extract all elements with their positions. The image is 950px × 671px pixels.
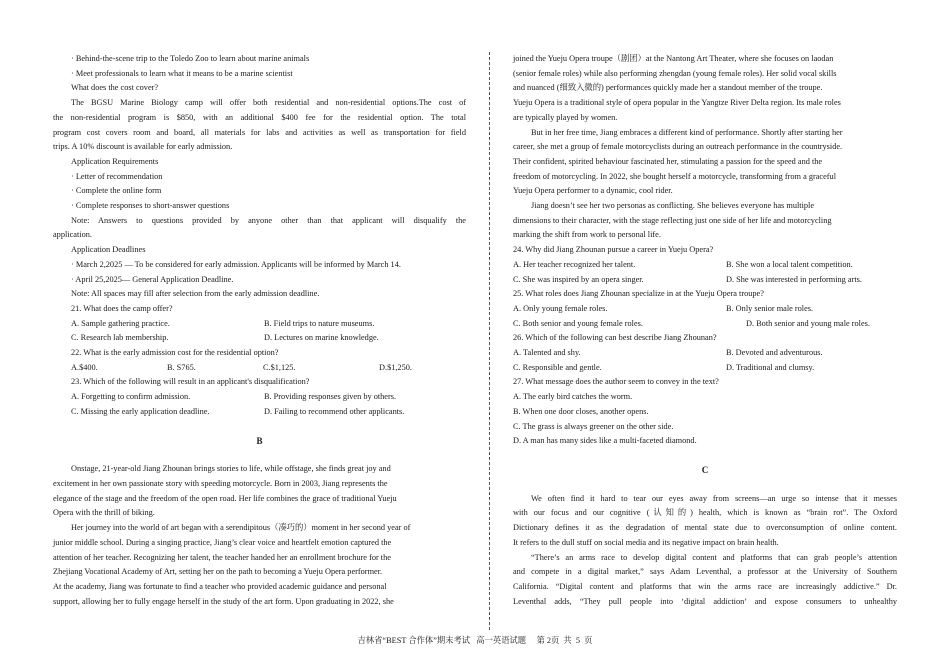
option-a: A. Only young female roles. <box>513 303 608 313</box>
text-line: with our focus and our cognitive (认知的) health, which is known as “brain rot”. The Oxford <box>513 508 897 518</box>
text-line: dimensions to their character, with the stage reflecting just one side of her life and motorcycling <box>513 215 832 225</box>
text-line: joined the Yueju Opera troupe（剧团）at the Nantong Art Theater, where she focuses on laodan <box>513 54 834 63</box>
options-row <box>513 273 897 288</box>
text-line: Jiang doesn’t see her two personas as conflicting. She believes everyone has multiple <box>531 201 815 211</box>
text-line: “There’s an arms race to develop digital content and platforms that can grab people’s attention <box>531 552 897 562</box>
text-line: application. <box>53 230 92 240</box>
option-b: B. Devoted and adventurous. <box>726 348 823 358</box>
text-line: · Complete the online form <box>71 186 162 196</box>
option-b: B. Field trips to nature museums. <box>264 318 375 328</box>
options-row <box>53 331 466 346</box>
text-line: What does the cost cover? <box>71 83 159 93</box>
text-line: Yueju Opera is a traditional style of opera popular in the Yangtze River Delta region. Its male roles <box>513 98 841 108</box>
option-b: B. S765. <box>167 362 196 372</box>
option-b: B. She won a local talent competition. <box>726 259 853 269</box>
text-line: elegance of the stage and the freedom of the open road. Her life combines the grace of traditional Yueju <box>53 493 397 503</box>
text-line: trips. A 10% discount is available for early admission. <box>53 142 233 152</box>
text-line: junior middle school. During a singing practice, Jiang’s clear voice and heartfelt emotion captured the <box>53 537 392 547</box>
text-line: · Letter of recommendation <box>71 171 163 181</box>
question-24: 24. Why did Jiang Zhounan pursue a career in Yueju Opera? <box>513 245 714 255</box>
text-line: The BGSU Marine Biology camp will offer both residential and non-residential options.The cost of <box>71 98 466 108</box>
option-c: C. The grass is always greener on the other side. <box>513 421 674 431</box>
text-line: support, allowing her to fully engage herself in the study of the art form. Upon graduating in 2022, she <box>53 596 394 606</box>
text-line: and compete in a digital market,” says Adam Leventhal, a professor at the University of Southern <box>513 567 897 577</box>
text-line: program cost covers room and board, all materials for labs and activities as well as transportation for field <box>53 127 466 137</box>
text-line: · April 25,2025— General Application Deadline. <box>71 274 234 284</box>
text-line: and nuanced (细致入微的) performances quickly made her a standout member of the troupe. <box>513 83 823 93</box>
options-row <box>513 302 897 317</box>
options-row <box>53 390 466 405</box>
option-c: C. Research lab membership. <box>71 333 169 343</box>
text-line: marking the shift from work to personal life. <box>513 230 661 240</box>
page-footer: 吉林省“BEST 合作体”期末考试 高一英语试题 第 2页 共 5 页 <box>357 636 593 645</box>
text-line: are typically played by women. <box>513 112 618 122</box>
option-c: C. Missing the early application deadline. <box>71 406 210 416</box>
option-d: D. Lectures on marine knowledge. <box>264 333 379 343</box>
option-b: B. Only senior male roles. <box>726 303 814 313</box>
text-line: excitement in her own passionate story with speeding motorcycle. Born in 2003, Jiang represents the <box>53 478 388 488</box>
option-c: C. She was inspired by an opera singer. <box>513 274 644 284</box>
text-line: Application Deadlines <box>71 245 146 255</box>
text-line: California. “Digital content and platforms that win the arms race are increasingly addictive.” Dr. <box>513 581 897 591</box>
options-row <box>53 361 466 376</box>
text-line: Onstage, 21-year-old Jiang Zhounan brings stories to life, while offstage, she finds great joy and <box>71 464 391 474</box>
option-a: A. The early bird catches the worm. <box>513 392 633 402</box>
option-d: D. Both senior and young male roles. <box>746 318 870 328</box>
text-line: But in her free time, Jiang embraces a different kind of performance. Shortly after starting her <box>531 127 843 137</box>
question-23: 23. Which of the following will result in an applicant's disqualification? <box>71 377 310 387</box>
option-d: D.$1,250. <box>379 362 412 372</box>
text-line: At the academy, Jiang was fortunate to find a teacher who provided academic guidance and personal <box>53 581 387 591</box>
text-line: Dictionary defines it as the degradation of mental state due to overconsumption of online content. <box>513 523 897 533</box>
text-line: (senior female roles) while also performing zhengdan (young female roles). Her solid vocal skills <box>513 68 837 78</box>
options-row <box>513 258 897 273</box>
text-line: Their confident, spirited behaviour fascinated her, stimulating a passion for the speed and the <box>513 156 823 166</box>
section-heading-b: B <box>256 435 263 446</box>
text-line: · March 2,2025 — To be considered for early admission. Applicants will be informed by March 14. <box>71 259 401 269</box>
text-line: career, she met a group of female motorcyclists during an outreach performance in the countryside. <box>513 142 843 152</box>
question-26: 26. Which of the following can best describe Jiang Zhounan? <box>513 333 717 343</box>
options-row <box>53 317 466 332</box>
options-row <box>513 317 897 332</box>
option-c: C.$1,125. <box>263 362 296 372</box>
text-line: · Behind-the-scene trip to the Toledo Zoo to learn about marine animals <box>71 54 310 63</box>
option-a: A.$400. <box>71 362 98 372</box>
text-line: Note: All spaces may fill after selection from the early admission deadline. <box>71 289 320 299</box>
text-line: Her journey into the world of art began with a serendipitous（凑巧的）moment in her second year of <box>71 523 411 533</box>
options-row <box>513 361 897 376</box>
question-22: 22. What is the early admission cost for the residential option? <box>71 348 279 358</box>
option-c: C. Responsible and gentle. <box>513 362 602 372</box>
text-line: We often find it hard to tear our eyes away from screens—an urge so intense that it messes <box>531 493 897 503</box>
question-27: 27. What message does the author seem to convey in the text? <box>513 377 719 387</box>
option-a: A. Sample gathering practice. <box>71 318 170 328</box>
option-c: C. Both senior and young female roles. <box>513 318 643 328</box>
option-d: D. Failing to recommend other applicants. <box>264 406 405 416</box>
text-line: Application Requirements <box>71 156 159 166</box>
options-row <box>53 405 466 420</box>
option-d: D. Traditional and clumsy. <box>726 362 815 372</box>
section-heading-c: C <box>701 464 709 475</box>
question-25: 25. What roles does Jiang Zhounan specialize in at the Yueju Opera troupe? <box>513 289 764 299</box>
option-b: B. When one door closes, another opens. <box>513 406 649 416</box>
text-line: · Meet professionals to learn what it means to be a marine scientist <box>71 68 293 78</box>
text-line: Note: Answers to questions provided by anyone other than that applicant will disqualify the <box>71 215 466 225</box>
right-column <box>513 52 897 609</box>
option-a: A. Talented and shy. <box>513 348 581 358</box>
text-line: Zhejiang Vocational Academy of Art, setting her on the path to becoming a Yueju Opera performer. <box>53 567 383 577</box>
text-line: attention of her teacher. Recognizing her talent, the teacher handed her an enrollment brochure for the <box>53 552 391 562</box>
text-line: freedom of motorcycling. In 2022, she bought herself a motorcycle, transforming from a graceful <box>513 171 837 181</box>
text-line: It refers to the dull stuff on social media and its negative impact on brain health. <box>513 537 779 547</box>
text-line: · Complete responses to short-answer questions <box>71 201 230 211</box>
text-line: Opera with the thrill of biking. <box>53 508 155 518</box>
option-b: B. Providing responses given by others. <box>264 392 397 402</box>
question-21: 21. What does the camp offer? <box>71 303 173 313</box>
options-row <box>513 346 897 361</box>
left-column <box>53 52 466 609</box>
option-a: A. Her teacher recognized her talent. <box>513 259 636 269</box>
text-line: the non-residential program is $850, with an additional $400 fee for the residential option. The total <box>53 112 466 122</box>
text-line: Yueju Opera performer to a dynamic, cool rider. <box>513 186 673 196</box>
text-line: Leventhal adds, “They pull people into ‘digital addiction’ and expose consumers to unhealthy <box>513 596 897 606</box>
option-d: D. A man has many sides like a multi-faceted diamond. <box>513 436 697 446</box>
column-divider <box>489 52 490 630</box>
option-d: D. She was interested in performing arts. <box>726 274 862 284</box>
option-a: A. Forgetting to confirm admission. <box>71 392 191 402</box>
